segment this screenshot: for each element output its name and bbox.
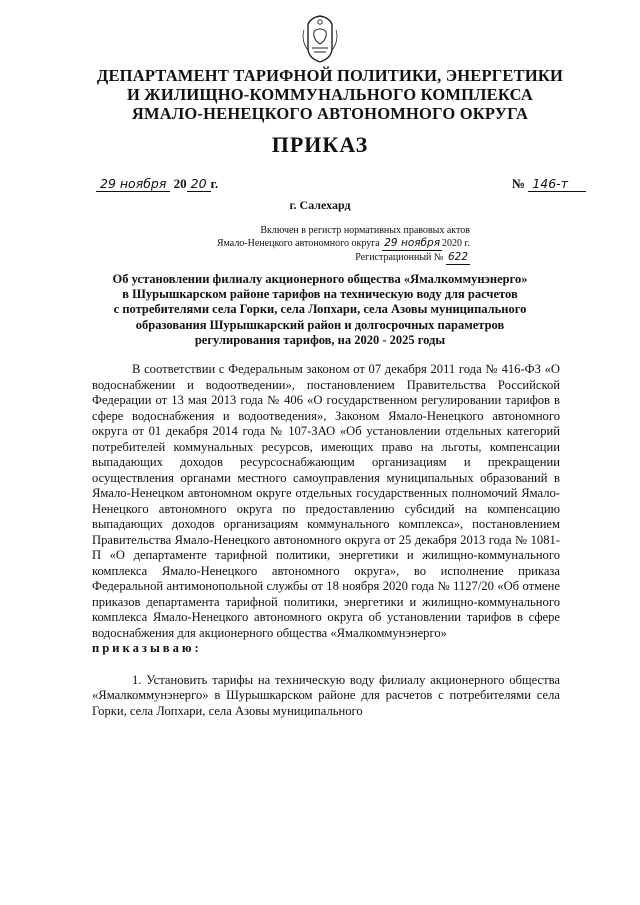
department-line: ДЕПАРТАМЕНТ ТАРИФНОЙ ПОЛИТИКИ, ЭНЕРГЕТИКИ — [96, 66, 564, 85]
subject-line: с потребителями села Горки, села Лопхари, села Азовы муниципального — [113, 302, 527, 317]
year-prefix: 20 — [173, 176, 187, 191]
order-date — [96, 176, 218, 192]
department-line: И ЖИЛИЩНО-КОММУНАЛЬНОГО КОМПЛЕКСА — [126, 85, 534, 104]
registry-number-label: Регистрационный № — [355, 252, 444, 263]
item-1-paragraph: 1. Установить тарифы на техническую воду филиалу акционерного общества «Ямалкоммунэнерго» в Шурышкарском районе для расчетов с потребителями села Горки, села Лопхари, села Азовы муниципального — [92, 672, 560, 718]
handwritten-number: 146-т — [528, 176, 586, 192]
year-suffix: г. — [210, 176, 219, 191]
registry-line — [190, 251, 470, 265]
subject-line: регулирования тарифов, на 2020 - 2025 годы — [194, 332, 446, 347]
preamble-paragraph: В соответствии с Федеральным законом от 07 декабря 2011 года № 416-ФЗ «О водоснабжении и водоотведении», постановлением Правительства Российской Федерации от 13 мая 2013 года № 406 «О государственном регулировании тарифов в сфере водоснабжения и водоотведения», Законом Ямало-Ненецкого автономного округа от 01 декабря 2014 года № 107-ЗАО «Об установлении отдельных категорий потребителей коммунальных ресурсов, имеющих право на льготы, компенсации выпадающих доходов ресурсоснабжающим организациям и прекращении осуществления органами местного самоуправления муниципальных образований в Ямало-Ненецком автономном округе отдельных государственных полномочий Ямало-Ненецкого автономного округа по предоставлению субсидий на компенсацию выпадающих доходов организациям коммунального комплекса», постановлением Правительства Ямало-Ненецкого автономного округа от 25 декабря 2013 года № 1081-П «О департаменте тарифной политики, энергетики и жилищно-коммунального комплекса Ямало-Ненецкого автономного округа», во исполнение приказа Федеральной антимонопольной службы от 18 ноября 2020 года № 1127/20 «Об отмене приказов департамента тарифной политики, энергетики и жилищно-коммунального комплекса Ямало-Ненецкого автономного округа об установлении тарифов в сфере водоснабжения для акционерного общества «Ямалкоммунэнерго» — [92, 362, 560, 640]
handwritten-registry-date: 29 ноября — [384, 237, 441, 249]
decree-word: приказываю: — [92, 641, 202, 655]
document-body — [92, 362, 560, 719]
handwritten-year: 20 — [187, 176, 211, 192]
coat-of-arms-emblem-icon — [300, 14, 340, 64]
number-label: № — [512, 176, 526, 191]
city-name: г. Салехард — [289, 198, 351, 212]
department-name — [60, 66, 600, 123]
order-number — [512, 176, 586, 192]
handwritten-registry-number: 622 — [447, 251, 468, 263]
registry-year: 2020 г. — [442, 238, 470, 249]
document-type-title: ПРИКАЗ — [271, 132, 369, 157]
registry-block — [190, 224, 470, 265]
subject-line: образования Шурышкарский район и долгосрочных параметров — [135, 317, 505, 332]
registry-line: Включен в регистр нормативных правовых актов — [260, 225, 470, 236]
handwritten-date: 29 ноября — [96, 176, 170, 192]
document-subject — [100, 272, 540, 348]
registry-line — [190, 237, 470, 251]
department-line: ЯМАЛО-НЕНЕЦКОГО АВТОНОМНОГО ОКРУГА — [131, 104, 529, 123]
registry-prefix: Ямало-Ненецкого автономного округа — [216, 238, 380, 249]
subject-line: Об установлении филиалу акционерного общества «Ямалкоммунэнерго» — [112, 272, 528, 286]
subject-line: в Шурышкарском районе тарифов на техническую воду для расчетов — [122, 287, 518, 302]
